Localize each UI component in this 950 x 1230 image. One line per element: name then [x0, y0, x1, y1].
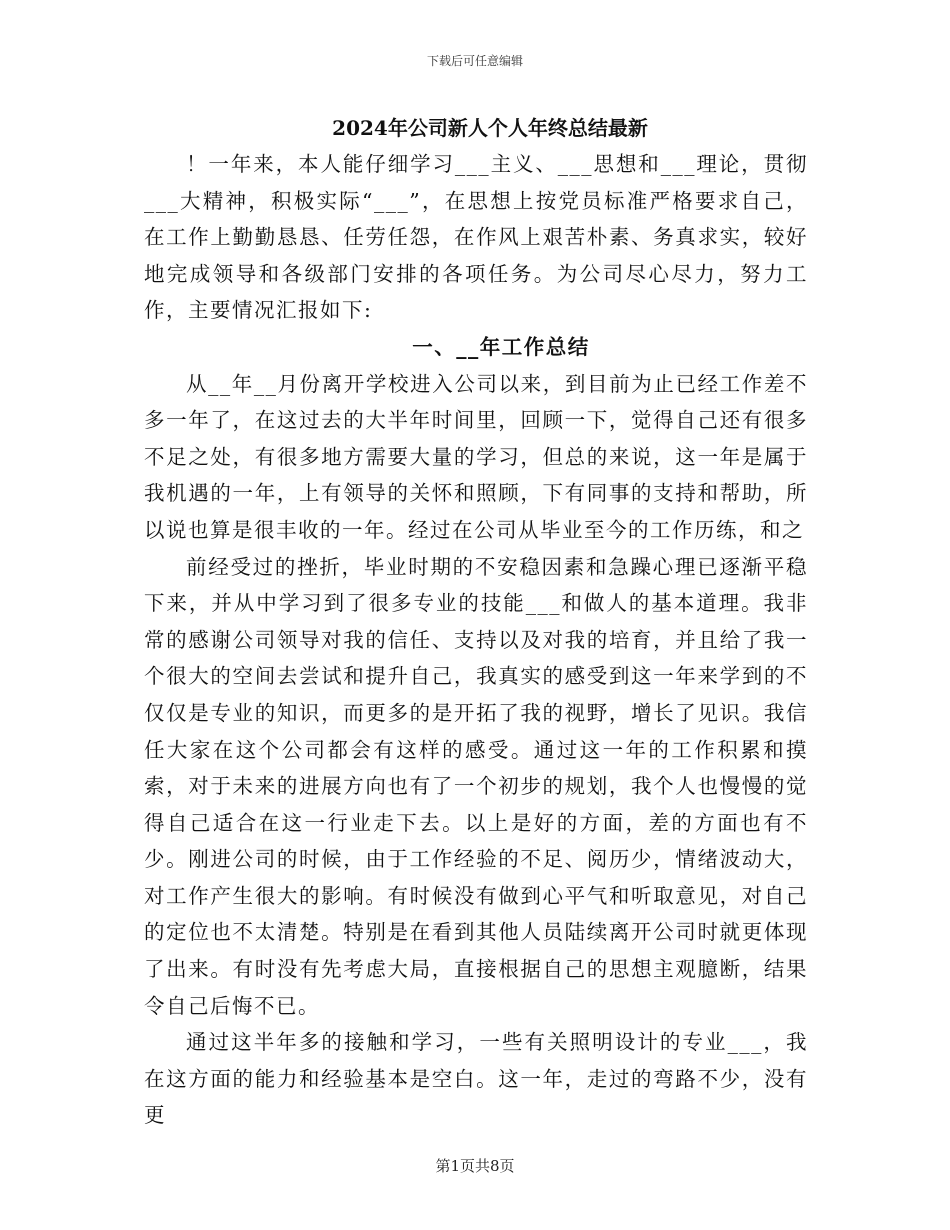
paragraph-3: 通过这半年多的接触和学习，一些有关照明设计的专业___，我在这方面的能力和经验基本是空白。这一年，走过的弯路不少，没有更 — [144, 1030, 808, 1128]
paragraph-2: 前经受过的挫折，毕业时期的不安稳因素和急躁心理已逐渐平稳下来，并从中学习到了很多专业的技能___和做人的基本道理。我非常的感谢公司领导对我的信任、支持以及对我的培育，并且给了我一个很大的空间去尝试和提升自己，我真实的感受到这一年来学到的不仅仅是专业的知识，而更多的是开拓了我的视野，增长了见识。我信任大家在这个公司都会有这样的感受。通过这一年的工作积累和摸索，对于未来的进展方向也有了一个初步的规划，我个人也慢慢的觉得自己适合在这一行业走下去。以上是好的方面，差的方面也有不少。刚进公司的时候，由于工作经验的不足、阅历少，情绪波动大，对工作产生很大的影响。有时候没有做到心平气和听取意见，对自己的定位也不太清楚。特别是在看到其他人员陆续离开公司时就更体现了出来。有时没有先考虑大局，直接根据自己的思想主观臆断，结果令自己后悔不已。 — [144, 554, 808, 1018]
paragraph-1: 从__年__月份离开学校进入公司以来，到目前为止已经工作差不多一年了，在这过去的大半年时间里，回顾一下，觉得自己还有很多不足之处，有很多地方需要大量的学习，但总的来说，这一年是属于我机遇的一年，上有领导的关怀和照顾，下有同事的支持和帮助，所以说也算是很丰收的一年。经过在公司从毕业至今的工作历练，和之 — [144, 371, 808, 542]
page-number: 第1页共8页 — [435, 1157, 515, 1175]
section-heading: 一、__年工作总结 — [412, 334, 590, 359]
document-title: 2024年公司新人个人年终总结最新 — [332, 116, 648, 140]
paragraph-intro: ！一年来，本人能仔细学习___主义、___思想和___理论，贯彻___大精神，积极实际“___”，在思想上按党员标准严格要求自己，在工作上勤勤恳恳、任劳任怨，在作风上艰苦朴素、务真求实，较好地完成领导和各级部门安排的各项任务。为公司尽心尽力，努力工作，主要情况汇报如下: — [144, 152, 808, 323]
document-body — [144, 146, 808, 1134]
header-note: 下载后可任意编辑 — [426, 54, 523, 68]
